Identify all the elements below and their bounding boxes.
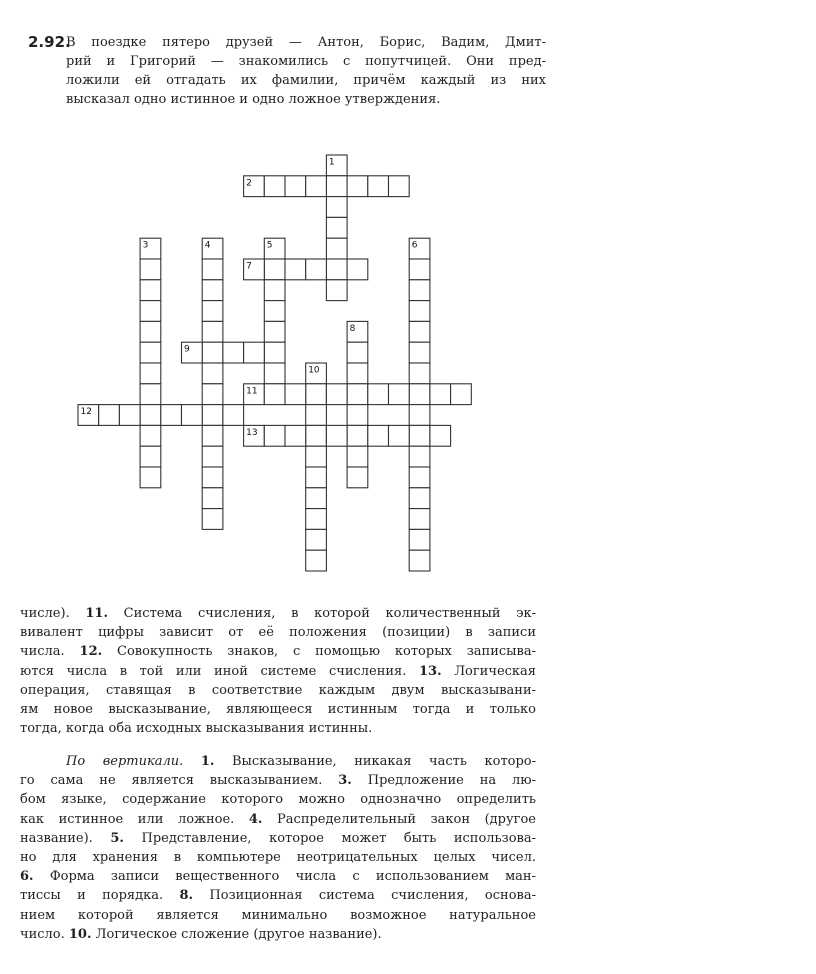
clue-text: бом языке, содержание которого можно однозначно определить xyxy=(20,792,536,808)
crossword-cell xyxy=(140,342,161,363)
crossword-cell xyxy=(140,321,161,342)
crossword-cell xyxy=(140,363,161,384)
crossword-cell xyxy=(140,467,161,488)
crossword-cell xyxy=(244,342,265,363)
clue-number-label: 12 xyxy=(80,407,92,418)
crossword-cell xyxy=(326,425,347,446)
clue-text: операция, ставящая в соответствие каждым двум высказывани- xyxy=(20,682,536,698)
clue-text: Форма записи вещественного числа с использованием ман- xyxy=(33,869,536,885)
clue-text: Логическое сложение (другое название). xyxy=(91,926,382,942)
crossword-cell xyxy=(347,425,368,446)
crossword-cell xyxy=(202,509,223,530)
problem-number: 2.92. xyxy=(28,33,71,51)
horizontal-clues xyxy=(20,604,536,738)
crossword-cell xyxy=(202,488,223,509)
clue-number: 1. xyxy=(200,754,215,769)
crossword-cell xyxy=(409,384,430,405)
clue-text: числа. xyxy=(20,644,80,660)
problem-line: рий и Григорий — знакомились с попутчицей. Они пред- xyxy=(66,54,546,69)
crossword-cell xyxy=(409,259,430,280)
crossword-cell xyxy=(223,342,244,363)
clue-number: 5. xyxy=(110,830,124,846)
crossword-cell xyxy=(409,280,430,301)
crossword-cell xyxy=(306,467,327,488)
crossword-cell xyxy=(389,384,410,405)
clue-number: 11. xyxy=(85,606,108,621)
crossword-cell xyxy=(202,405,223,426)
crossword-cell xyxy=(223,405,244,426)
crossword-cell xyxy=(285,384,306,405)
clue-number-label: 3 xyxy=(142,240,149,251)
crossword-cell xyxy=(306,259,327,280)
crossword-cell xyxy=(430,384,451,405)
crossword-cell xyxy=(451,384,472,405)
crossword-cell xyxy=(264,425,285,446)
crossword-cell xyxy=(264,280,285,301)
crossword-cell xyxy=(389,425,410,446)
crossword-cell xyxy=(306,550,327,571)
crossword-cell xyxy=(264,321,285,342)
vertical-heading: По вертикали. xyxy=(66,754,184,769)
crossword-cell xyxy=(264,176,285,197)
clue-number: 8. xyxy=(179,888,194,904)
crossword-cell xyxy=(140,280,161,301)
crossword-cell xyxy=(347,259,368,280)
clue-number: 13. xyxy=(418,663,442,679)
crossword-cell xyxy=(347,467,368,488)
crossword-cell xyxy=(285,425,306,446)
crossword-cell xyxy=(409,342,430,363)
crossword-cell xyxy=(409,425,430,446)
clue-number: 6. xyxy=(20,869,34,885)
crossword-cell xyxy=(409,321,430,342)
clue-number-label: 11 xyxy=(246,386,258,397)
crossword-cell xyxy=(409,446,430,467)
crossword-cell xyxy=(140,425,161,446)
clue-text: ются числа в той или иной системе счисления. xyxy=(20,663,419,679)
crossword-cell xyxy=(140,301,161,322)
crossword-cell xyxy=(389,176,410,197)
crossword-cell xyxy=(161,405,182,426)
crossword-cell xyxy=(264,301,285,322)
clue-number: 4. xyxy=(248,811,263,827)
clue-text: тиссы и порядка. xyxy=(20,888,180,904)
clue-text: Система счисления, в которой количественный эк- xyxy=(108,606,536,621)
crossword-cell xyxy=(430,425,451,446)
clue-text: название). xyxy=(20,830,111,846)
crossword-cell xyxy=(326,176,347,197)
crossword-cell xyxy=(409,363,430,384)
clue-number-label: 8 xyxy=(349,323,356,334)
problem-line: ложили ей отгадать их фамилии, причём каждый из них xyxy=(66,73,546,88)
crossword-cell xyxy=(140,405,161,426)
clue-text: Представление, которое может быть использова- xyxy=(123,830,536,846)
clue-text: вивалент цифры зависит от её положения (позиции) в записи xyxy=(20,625,536,641)
crossword-cell xyxy=(140,446,161,467)
clue-number-label: 13 xyxy=(246,427,258,438)
crossword-cell xyxy=(285,259,306,280)
vertical-clues xyxy=(20,752,536,944)
clue-text: числе). xyxy=(20,606,86,621)
crossword-cell xyxy=(202,425,223,446)
crossword-cell xyxy=(119,405,140,426)
crossword-cell xyxy=(409,529,430,550)
clue-text: Позиционная система счисления, основа- xyxy=(193,888,536,904)
clue-number-label: 2 xyxy=(246,178,252,189)
crossword-cell xyxy=(326,238,347,259)
clue-number-label: 9 xyxy=(184,344,190,355)
crossword-cell xyxy=(202,280,223,301)
clue-text: тогда, когда оба исходных высказывания истинны. xyxy=(20,721,373,737)
problem-line: высказал одно истинное и одно ложное утверждения. xyxy=(66,92,441,107)
crossword-cell xyxy=(409,550,430,571)
crossword-cell xyxy=(202,467,223,488)
clue-text: ям новое высказывание, являющееся истинным тогда и только xyxy=(20,702,536,718)
crossword-cell xyxy=(347,384,368,405)
clue-text: Предложение на лю- xyxy=(351,773,536,789)
clue-number: 3. xyxy=(338,773,352,789)
crossword-cell xyxy=(264,342,285,363)
crossword-cell xyxy=(285,176,306,197)
crossword-cell xyxy=(409,405,430,426)
crossword-cell xyxy=(326,280,347,301)
crossword-cell xyxy=(202,384,223,405)
crossword-cell xyxy=(306,425,327,446)
crossword-cell xyxy=(202,321,223,342)
crossword-cell xyxy=(409,488,430,509)
crossword-cell xyxy=(326,384,347,405)
crossword-cell xyxy=(306,529,327,550)
crossword-cell xyxy=(306,405,327,426)
crossword-cell xyxy=(140,384,161,405)
clue-number-label: 5 xyxy=(266,240,273,251)
crossword-cell xyxy=(368,176,389,197)
clue-text: нием которой является минимально возможное натуральное xyxy=(20,907,536,923)
clue-text: но для хранения в компьютере неотрицательных целых чисел. xyxy=(20,850,536,866)
clue-number: 10. xyxy=(68,926,92,942)
crossword-cell xyxy=(202,301,223,322)
clue-text: го сама не является высказыванием. xyxy=(20,773,339,789)
crossword-cell xyxy=(368,384,389,405)
crossword-cell xyxy=(202,363,223,384)
crossword-cell xyxy=(202,342,223,363)
clue-text: Совокупность знаков, с помощью которых записыва- xyxy=(102,644,536,660)
crossword-cell xyxy=(99,405,120,426)
clue-text: как истинное или ложное. xyxy=(20,811,249,827)
crossword-cell xyxy=(264,384,285,405)
crossword-cell xyxy=(326,217,347,238)
clue-number: 12. xyxy=(79,644,103,660)
clue-text: число. xyxy=(20,926,69,942)
crossword-cell xyxy=(347,342,368,363)
clue-number-label: 7 xyxy=(246,261,252,272)
clue-number-label: 4 xyxy=(204,240,211,251)
crossword-cell xyxy=(368,425,389,446)
clue-text: Распределительный закон (другое xyxy=(262,811,536,827)
crossword-cell xyxy=(306,446,327,467)
clue-number-label: 6 xyxy=(411,240,418,251)
crossword-cell xyxy=(202,259,223,280)
crossword-cell xyxy=(347,363,368,384)
crossword-cell xyxy=(409,509,430,530)
problem-line: В поездке пятеро друзей — Антон, Борис, Вадим, Дмит- xyxy=(66,35,546,50)
clue-text: Высказывание, никакая часть которо- xyxy=(214,754,537,769)
crossword-cell xyxy=(264,363,285,384)
clue-number-label: 10 xyxy=(308,365,320,376)
crossword-cell xyxy=(264,259,285,280)
crossword-cell xyxy=(306,176,327,197)
crossword-cell xyxy=(347,446,368,467)
crossword-cell xyxy=(326,197,347,218)
crossword-cell xyxy=(409,467,430,488)
crossword-cell xyxy=(347,405,368,426)
crossword-cell xyxy=(182,405,203,426)
clue-number-label: 1 xyxy=(328,157,335,168)
crossword-cell xyxy=(326,259,347,280)
crossword-cell xyxy=(140,259,161,280)
crossword-cell xyxy=(347,176,368,197)
crossword-cell xyxy=(202,446,223,467)
crossword-cell xyxy=(409,301,430,322)
crossword-cell xyxy=(306,509,327,530)
crossword-cell xyxy=(306,488,327,509)
clue-text: Логическая xyxy=(441,663,536,679)
crossword-cell xyxy=(306,384,327,405)
